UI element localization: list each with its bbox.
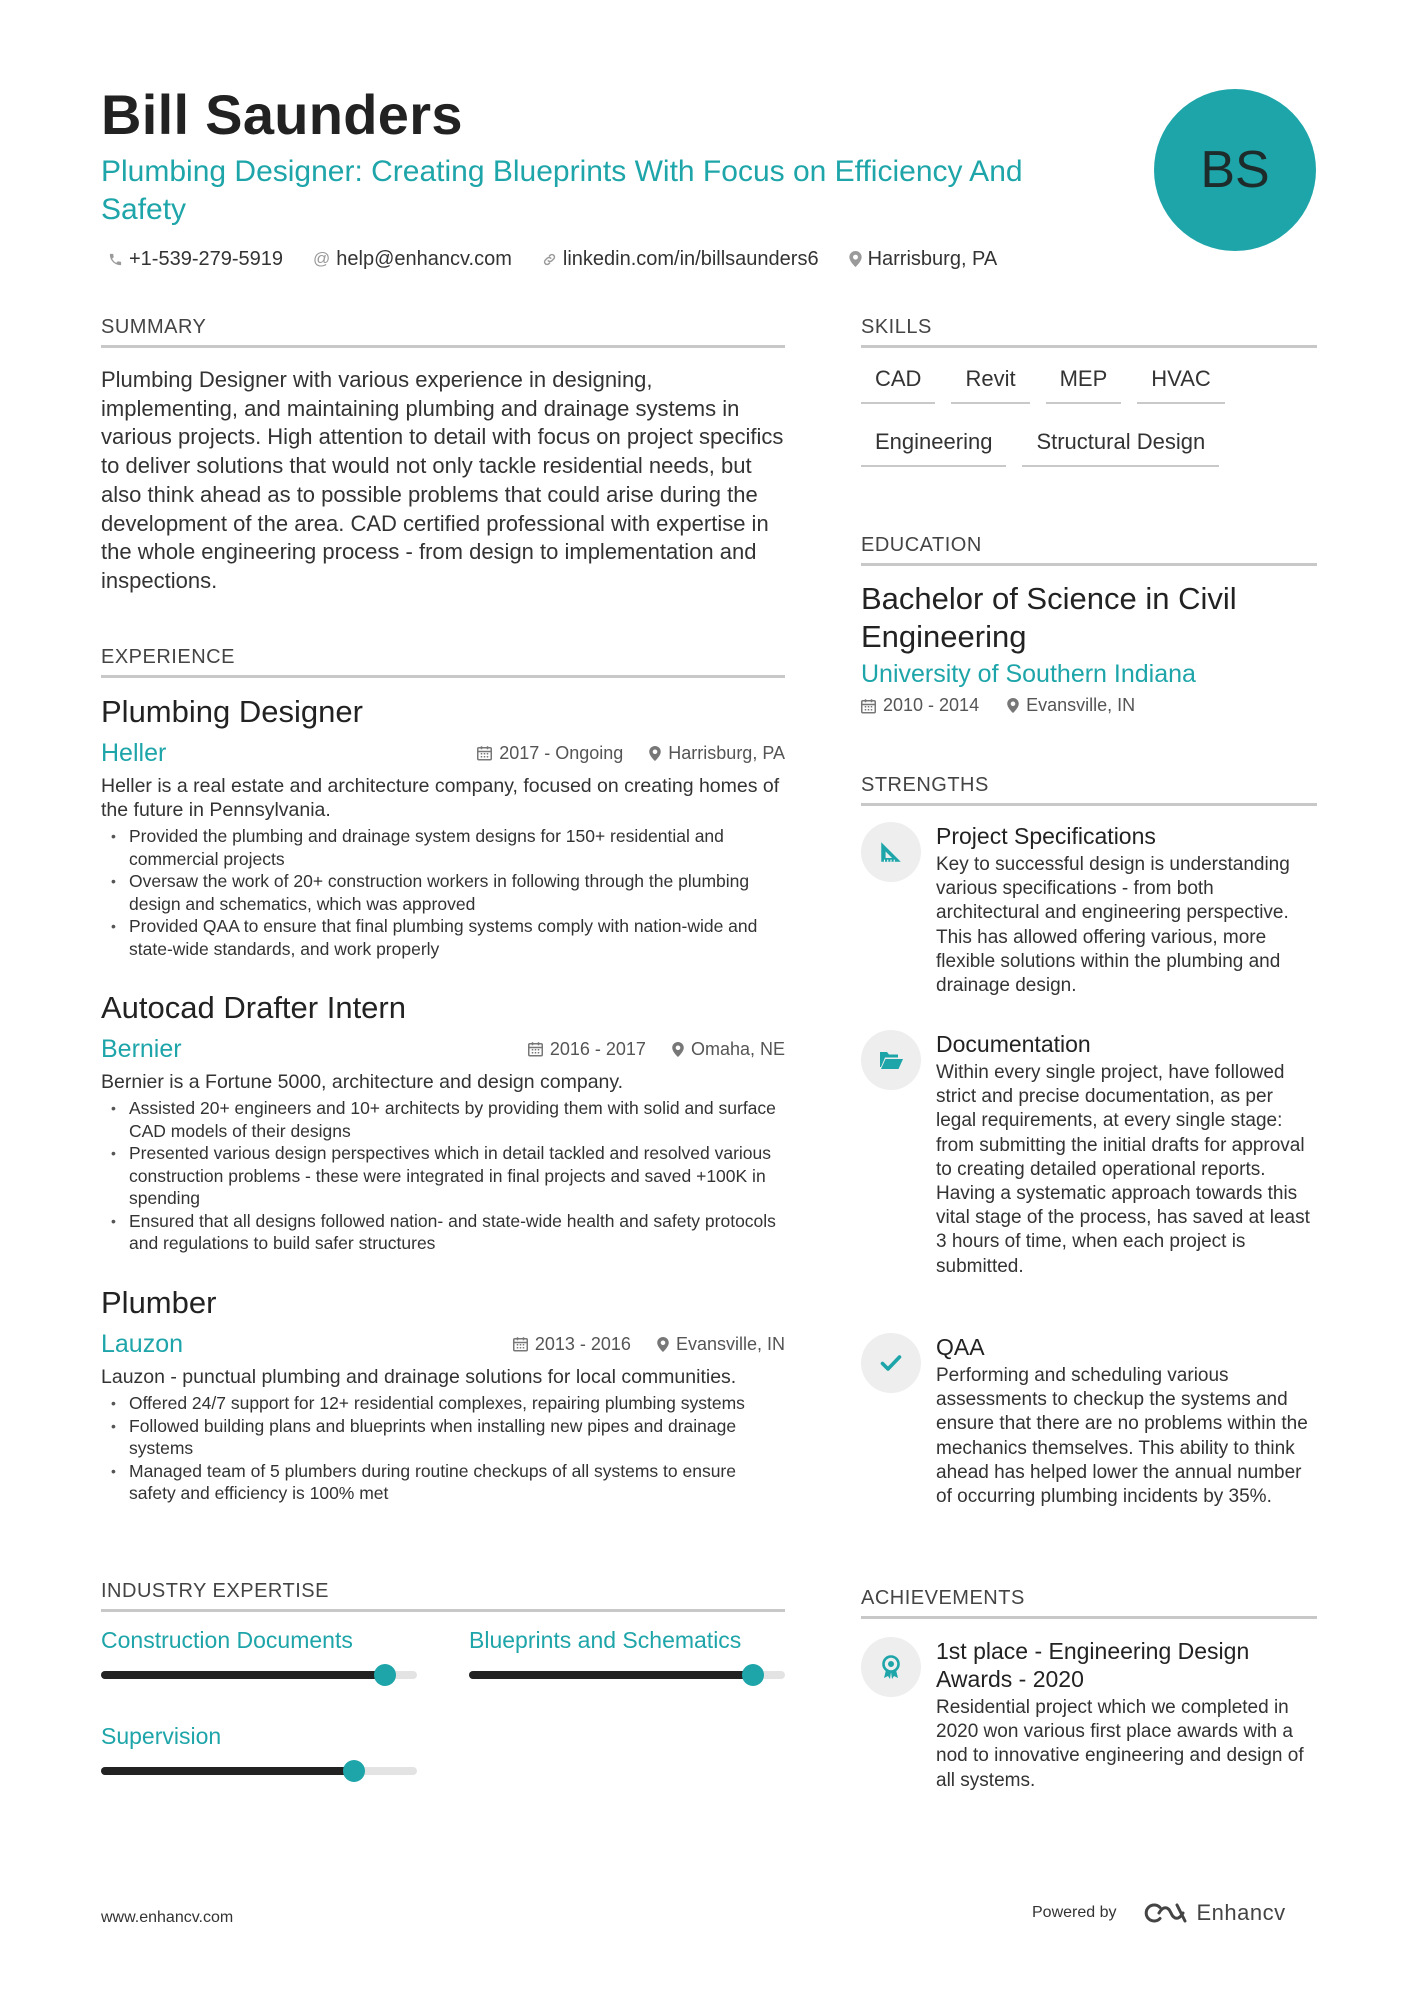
job-bullet: • Offered 24/7 support for 12+ residential complexes, repairing plumbing systems bbox=[101, 1392, 785, 1415]
strength-item bbox=[861, 1030, 1317, 1279]
achievement-title: 1st place - Engineering Design Awards - 2020 bbox=[936, 1638, 1250, 1692]
education-location: Evansville, IN bbox=[1026, 695, 1136, 715]
strength-item bbox=[861, 822, 1317, 998]
expertise-item bbox=[469, 1627, 785, 1679]
job-dates: 2017 - Ongoing bbox=[499, 742, 624, 763]
calendar-icon bbox=[861, 698, 876, 714]
footer-branding bbox=[1032, 1900, 1286, 1926]
contact-phone-text: +1-539-279-5919 bbox=[129, 247, 284, 270]
job-title: Autocad Drafter Intern bbox=[101, 990, 406, 1025]
location-pin-icon bbox=[672, 1042, 684, 1057]
job-bullets bbox=[101, 1097, 785, 1255]
expertise-level-knob bbox=[343, 1760, 365, 1782]
contact-email-text: help@enhancv.com bbox=[336, 247, 512, 270]
strength-description: Performing and scheduling various assessments to checkup the systems and ensure that there are no problems within the mechanics themselves. This ability to think ahead has helped lower the annual number of occurring plumbing incidents by 35%. bbox=[936, 1365, 1308, 1508]
expertise-label: Supervision bbox=[101, 1723, 222, 1749]
calendar-icon bbox=[528, 1041, 543, 1057]
skill-tag: CAD bbox=[861, 362, 935, 404]
job-description: Heller is a real estate and architecture company, focused on creating homes of the future in Pennsylvania. bbox=[101, 775, 780, 821]
at-icon: @ bbox=[313, 249, 331, 268]
job-location: Omaha, NE bbox=[690, 1038, 785, 1059]
expertise-level-fill bbox=[101, 1767, 354, 1775]
job-description: Bernier is a Fortune 5000, architecture and design company. bbox=[101, 1071, 624, 1093]
candidate-headline: Plumbing Designer: Creating Blueprints With Focus on Efficiency And Safety bbox=[101, 155, 1023, 226]
strengths-section-title: STRENGTHS bbox=[861, 774, 1317, 806]
strength-title: Documentation bbox=[936, 1031, 1091, 1057]
strength-title: Project Specifications bbox=[936, 823, 1156, 849]
job-bullet: • Ensured that all designs followed nation- and state-wide health and safety protocols and regulations to build safer structures bbox=[101, 1210, 785, 1255]
expertise-item bbox=[101, 1723, 417, 1775]
skill-tag: MEP bbox=[1046, 362, 1122, 404]
checkmark-icon bbox=[861, 1333, 921, 1393]
skill-tag: Engineering bbox=[861, 425, 1006, 467]
achievements-section-title: ACHIEVEMENTS bbox=[861, 1587, 1317, 1619]
expertise-level-knob bbox=[742, 1664, 764, 1686]
job-bullet: • Provided QAA to ensure that final plumbing systems comply with nation-wide and state-wide standards, and work properly bbox=[101, 915, 785, 960]
calendar-icon bbox=[513, 1336, 528, 1352]
school-name: University of Southern Indiana bbox=[861, 660, 1196, 688]
expertise-level-knob bbox=[374, 1664, 396, 1686]
award-ribbon-icon bbox=[861, 1637, 921, 1697]
contact-linkedin-text: linkedin.com/in/billsaunders6 bbox=[562, 247, 819, 270]
company-name: Heller bbox=[101, 738, 167, 767]
location-pin-icon bbox=[1007, 698, 1019, 713]
powered-by-label: Powered by bbox=[1032, 1904, 1117, 1921]
expertise-level-fill bbox=[469, 1671, 753, 1679]
job-bullets bbox=[101, 1392, 785, 1505]
contact-phone[interactable] bbox=[108, 248, 283, 271]
skill-tag: Structural Design bbox=[1022, 425, 1219, 467]
enhancv-logo-text: Enhancv bbox=[1196, 1900, 1286, 1925]
skill-tag: Revit bbox=[951, 362, 1029, 404]
contact-location bbox=[849, 248, 998, 271]
experience-section-title: EXPERIENCE bbox=[101, 646, 785, 678]
education-entry bbox=[861, 580, 1317, 716]
skills-row bbox=[861, 362, 1317, 404]
job-location: Harrisburg, PA bbox=[668, 742, 785, 763]
job-location: Evansville, IN bbox=[675, 1333, 785, 1354]
calendar-icon bbox=[477, 745, 492, 761]
expertise-level-bar bbox=[101, 1767, 417, 1775]
experience-entry bbox=[101, 694, 785, 960]
job-bullet: • Followed building plans and blueprints when installing new pipes and drainage systems bbox=[101, 1415, 785, 1460]
skills-section-title: SKILLS bbox=[861, 316, 1317, 348]
phone-icon bbox=[108, 252, 123, 267]
job-dates: 2016 - 2017 bbox=[549, 1038, 646, 1059]
expertise-label: Blueprints and Schematics bbox=[469, 1627, 742, 1653]
education-dates: 2010 - 2014 bbox=[883, 695, 980, 715]
job-bullet: • Assisted 20+ engineers and 10+ architects by providing them with solid and surface CAD models of their designs bbox=[101, 1097, 785, 1142]
strength-description: Key to successful design is understanding various specifications - from both architectural and engineering perspective. This has allowed offering various, more flexible solutions within the plumbing and drainage design. bbox=[936, 854, 1290, 997]
contact-email[interactable] bbox=[313, 248, 512, 271]
expertise-item bbox=[101, 1627, 417, 1679]
candidate-name: Bill Saunders bbox=[101, 83, 463, 146]
achievement-description: Residential project which we completed in 2020 won various first place awards with a nod to innovative engineering and design of all systems. bbox=[936, 1697, 1304, 1791]
strength-description: Within every single project, have followed strict and precise documentation, as per legal requirements, at every single stage: from submitting the initial drafts for approval to creating detailed operational reports. Having a systematic approach towards this vital stage of the process, has saved at least 3 hours of time, when each project is submitted. bbox=[936, 1062, 1310, 1277]
job-title: Plumbing Designer bbox=[101, 694, 363, 729]
education-section-title: EDUCATION bbox=[861, 534, 1317, 566]
contact-bar bbox=[108, 246, 1027, 272]
experience-entry bbox=[101, 1285, 785, 1505]
achievement-item bbox=[861, 1637, 1317, 1793]
contact-location-text: Harrisburg, PA bbox=[867, 247, 998, 270]
expertise-level-bar bbox=[469, 1671, 785, 1679]
strength-title: QAA bbox=[936, 1334, 985, 1360]
experience-entry bbox=[101, 990, 785, 1255]
job-dates: 2013 - 2016 bbox=[534, 1333, 631, 1354]
job-bullet: • Provided the plumbing and drainage system designs for 150+ residential and commercial projects bbox=[101, 825, 785, 870]
location-pin-icon bbox=[649, 746, 661, 761]
job-bullet: • Managed team of 5 plumbers during routine checkups of all systems to ensure safety and efficiency is 100% met bbox=[101, 1460, 785, 1505]
skills-row bbox=[861, 425, 1317, 467]
industry-expertise-section-title: INDUSTRY EXPERTISE bbox=[101, 1580, 785, 1612]
skills-list bbox=[861, 362, 1317, 488]
job-description: Lauzon - punctual plumbing and drainage solutions for local communities. bbox=[101, 1366, 737, 1388]
job-title: Plumber bbox=[101, 1285, 217, 1320]
enhancv-logo[interactable] bbox=[1143, 1900, 1286, 1926]
summary-text: Plumbing Designer with various experience in designing, implementing, and maintaining plumbing and drainage systems in various projects. High attention to detail with focus on project specifics to deliver solutions that would not only tackle residential needs, but also think ahead as to possible problems that could arise during the development of the area. CAD certified professional with expertise in the whole engineering process - from design to implementation and inspections. bbox=[101, 367, 784, 593]
summary-section-title: SUMMARY bbox=[101, 316, 785, 348]
expertise-level-fill bbox=[101, 1671, 385, 1679]
job-bullets bbox=[101, 825, 785, 960]
skill-tag: HVAC bbox=[1137, 362, 1225, 404]
company-name: Lauzon bbox=[101, 1329, 184, 1358]
job-bullet: • Presented various design perspectives which in detail tackled and resolved various construction problems - these were integrated in final projects and saved +100K in spending bbox=[101, 1142, 785, 1210]
company-name: Bernier bbox=[101, 1034, 182, 1063]
strength-item bbox=[861, 1333, 1317, 1509]
location-pin-icon bbox=[657, 1337, 669, 1352]
job-bullet: • Oversaw the work of 20+ construction workers in following through the plumbing design and schematics, which was approved bbox=[101, 870, 785, 915]
expertise-level-bar bbox=[101, 1671, 417, 1679]
degree-title: Bachelor of Science in Civil Engineering bbox=[861, 581, 1237, 654]
contact-linkedin[interactable] bbox=[542, 248, 819, 271]
expertise-label: Construction Documents bbox=[101, 1627, 353, 1653]
monogram-avatar: BS bbox=[1154, 89, 1316, 251]
link-icon bbox=[542, 252, 557, 267]
location-pin-icon bbox=[849, 251, 862, 267]
set-square-icon bbox=[861, 822, 921, 882]
folder-open-icon bbox=[861, 1030, 921, 1090]
footer-website-link[interactable]: www.enhancv.com bbox=[101, 1909, 234, 1926]
enhancv-logo-icon bbox=[1143, 1901, 1189, 1925]
